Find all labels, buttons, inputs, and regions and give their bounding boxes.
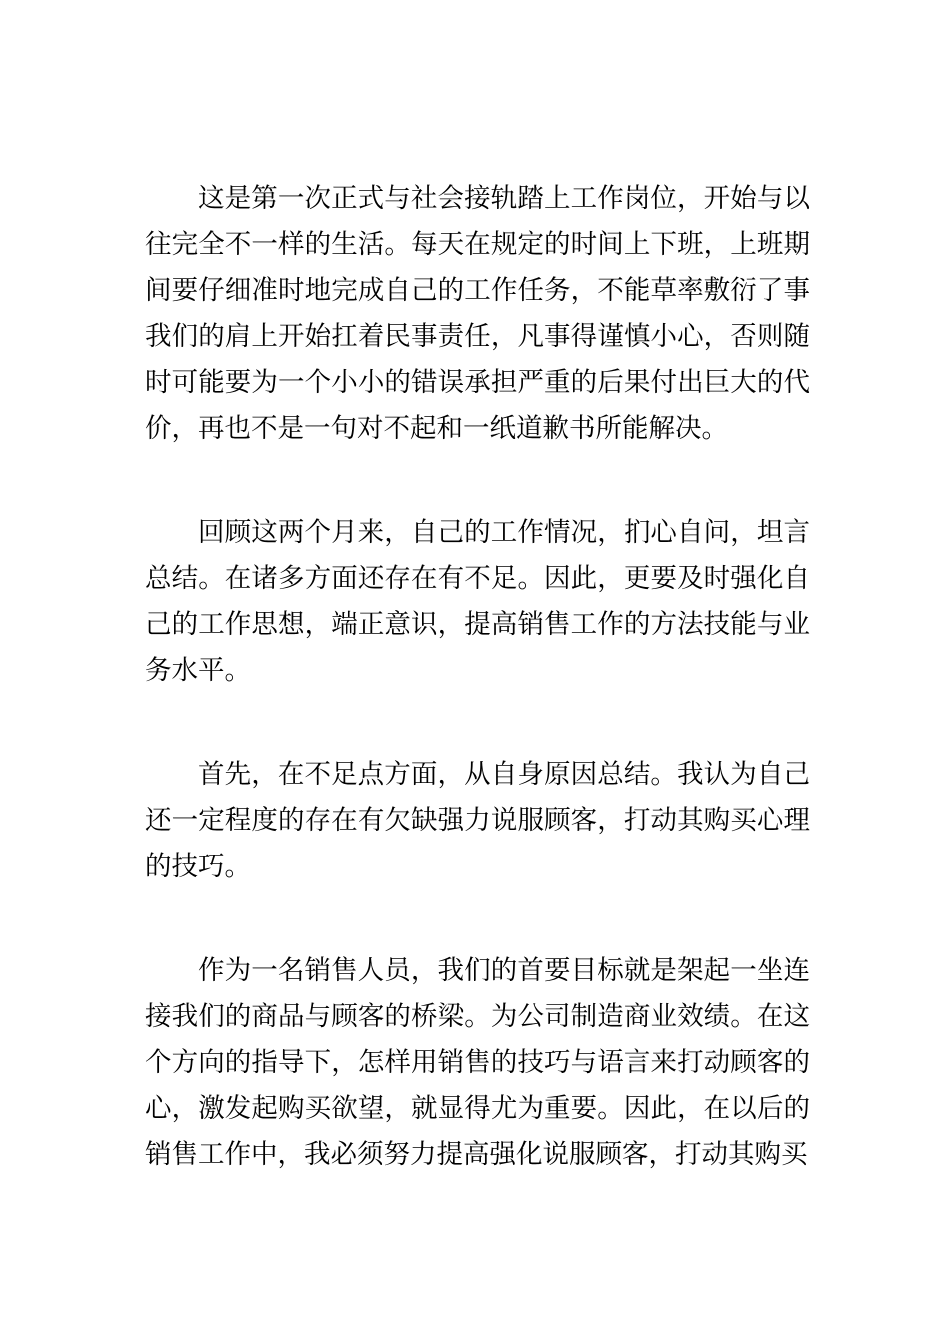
paragraph-4: 作为一名销售人员，我们的首要目标就是架起一坐连接我们的商品与顾客的桥梁。为公司制造商业效绩。在这个方向的指导下，怎样用销售的技巧与语言来打动顾客的心，激发起购买欲望，就显得尤为重要。因此，在以后的销售工作中，我必须努力提高强化说服顾客，打动其购买 — [145, 955, 810, 1170]
paragraph-1: 这是第一次正式与社会接轨踏上工作岗位，开始与以往完全不一样的生活。每天在规定的时间上下班，上班期间要仔细准时地完成自己的工作任务，不能草率敷衍了事我们的肩上开始扛着民事责任，凡事得谨慎小心，否则随时可能要为一个小小的错误承担严重的后果付出巨大的代价，再也不是一句对不起和一纸道歉书所能解决。 — [145, 183, 810, 444]
paragraph-spacer — [145, 694, 810, 752]
paragraph-2: 回顾这两个月来，自己的工作情况，扪心自问，坦言总结。在诸多方面还存在有不足。因此，更要及时强化自己的工作思想，端正意识，提高销售工作的方法技能与业务水平。 — [145, 517, 810, 686]
paragraph-spacer — [145, 452, 810, 510]
paragraph-3: 首先，在不足点方面，从自身原因总结。我认为自己还一定程度的存在有欠缺强力说服顾客，打动其购买心理的技巧。 — [145, 759, 810, 882]
document-body — [145, 176, 810, 1178]
paragraph-spacer — [145, 890, 810, 948]
